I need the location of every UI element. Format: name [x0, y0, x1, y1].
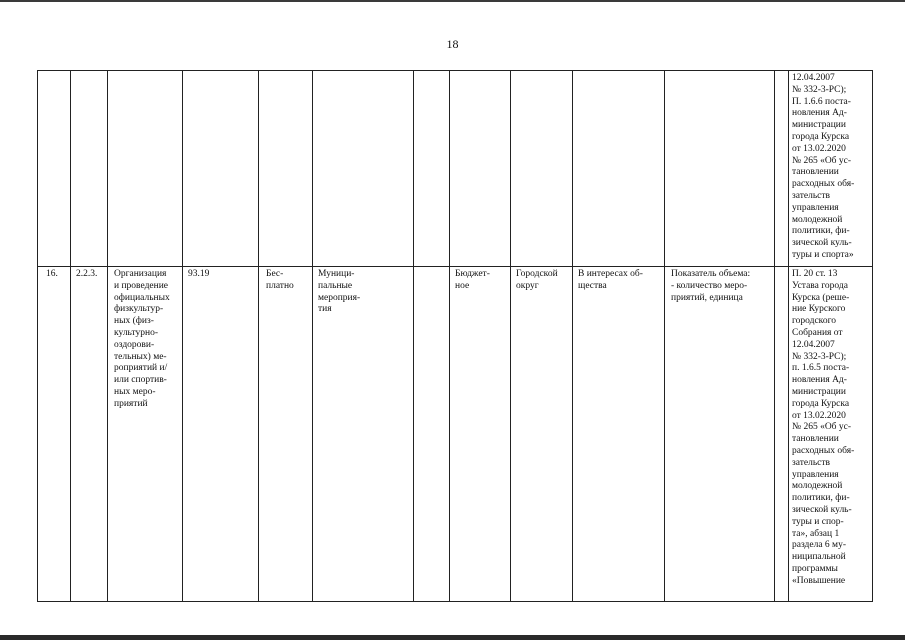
row-divider: [38, 266, 872, 267]
column-divider: [107, 71, 108, 601]
row-code: 2.2.3.: [76, 269, 98, 279]
prev-row-legal-basis: 12.04.2007 № 332-3-РС); П. 1.6.6 поста- новления Ад- министрации города Курска от 13.02.2020 № 265 «Об ус- тановлении расходных обя- зательств управления молодежной политики, фи- зической куль- туры и спорта»: [792, 73, 855, 260]
row-number: 16.: [46, 269, 58, 279]
column-divider: [258, 71, 259, 601]
funding-type: Бюджет- ное: [455, 269, 490, 291]
column-divider: [510, 71, 511, 601]
column-divider: [182, 71, 183, 601]
column-divider: [70, 71, 71, 601]
interest-group: В интересах об- щества: [578, 269, 643, 291]
column-divider: [664, 71, 665, 601]
service-form: Муници- пальные мероприя- тия: [318, 269, 361, 315]
column-divider: [449, 71, 450, 601]
okved-code: 93.19: [188, 269, 210, 279]
services-table: [37, 70, 873, 602]
legal-basis: П. 20 ст. 13 Устава города Курска (реше- ние Курского городского Собрания от 12.04.2007 № 332-3-РС); п. 1.6.5 поста- новления Ад- министрации города Курска от 13.02.2020 № 265 «Об ус- тановлении расходных обя- зательств управления молодежной политики, фи- зической куль- туры и спор- та», абзац 1 раздела 6 му- ниципальной программы «Повышение: [792, 269, 855, 586]
column-divider: [413, 71, 414, 601]
performance-indicator: Показатель объема: - количество меро- приятий, единица: [671, 269, 751, 303]
column-divider: [572, 71, 573, 601]
page-number: 18: [446, 37, 459, 51]
column-divider: [788, 71, 789, 601]
scan-bottom-border: [0, 635, 905, 640]
payment-type: Бес- платно: [266, 269, 294, 291]
government-level: Городской округ: [516, 269, 558, 291]
scan-top-border: [0, 0, 905, 2]
column-divider: [312, 71, 313, 601]
service-name: Организация и проведение официальных физкультур- ных (физ- культурно- оздорови- тельных) ме- роприятий и/ или спортив- ных меро- приятий: [114, 269, 170, 409]
column-divider: [774, 71, 775, 601]
